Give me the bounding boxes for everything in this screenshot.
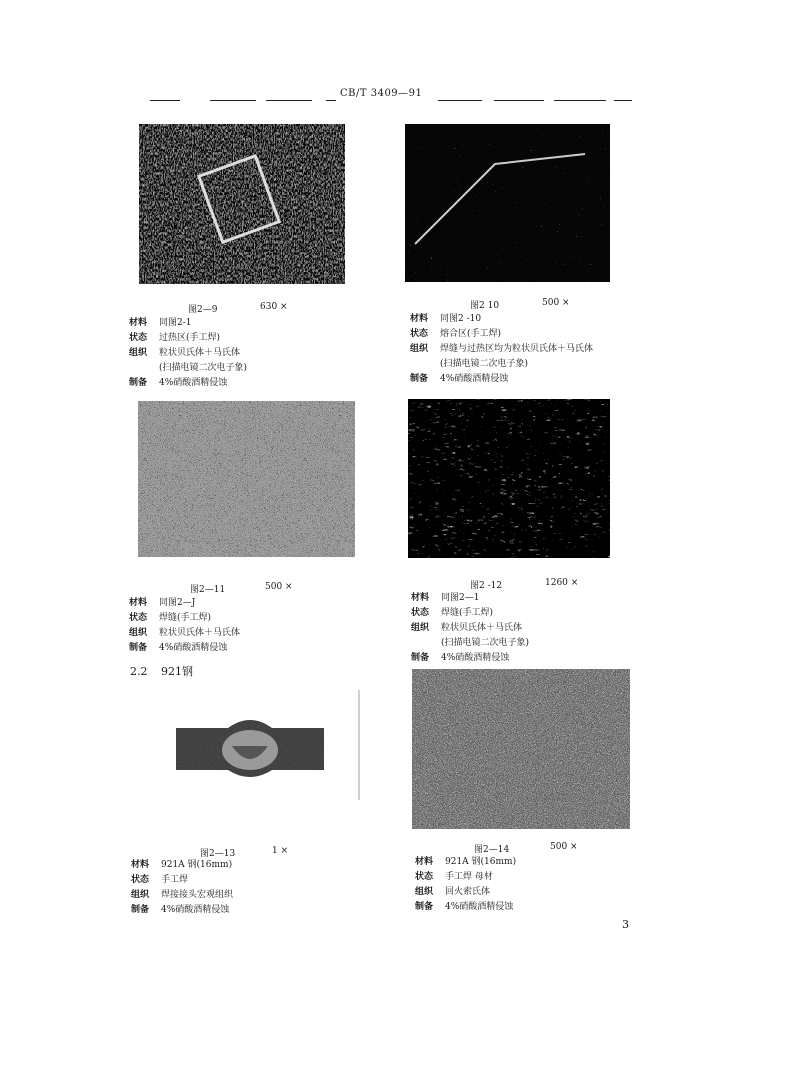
detail-key: 材料 bbox=[410, 314, 429, 324]
micrograph-fig-2-11 bbox=[138, 401, 355, 557]
detail-row bbox=[129, 641, 240, 656]
detail-value: 4%硝酸酒精侵蚀 bbox=[445, 902, 514, 912]
detail-key: 制备 bbox=[415, 902, 434, 912]
detail-key: 组织 bbox=[129, 348, 148, 358]
detail-key: 材料 bbox=[129, 318, 148, 328]
micrograph-fig-2-10 bbox=[405, 124, 610, 282]
detail-value: (扫描电镜二次电子象) bbox=[441, 638, 530, 648]
detail-key: 组织 bbox=[129, 628, 148, 638]
macrograph-fig-2-13 bbox=[170, 712, 330, 782]
detail-key: 状态 bbox=[129, 613, 148, 623]
detail-row bbox=[129, 611, 240, 626]
magnification: 1 × bbox=[272, 846, 289, 856]
detail-key: 状态 bbox=[415, 872, 434, 882]
detail-value: 熔合区(手工焊) bbox=[440, 329, 502, 339]
detail-row bbox=[411, 621, 529, 636]
detail-value: 手工焊 bbox=[161, 875, 189, 885]
detail-row bbox=[415, 885, 516, 900]
magnification: 500 × bbox=[550, 842, 578, 852]
standard-code: CB/T 3409—91 bbox=[340, 88, 423, 99]
figure-caption: 图2—14 bbox=[474, 845, 510, 855]
micrograph-image bbox=[405, 124, 610, 282]
magnification: 630 × bbox=[260, 302, 288, 312]
figure-details bbox=[129, 316, 247, 391]
detail-value: 同图2-1 bbox=[159, 318, 192, 328]
detail-row bbox=[415, 900, 516, 915]
detail-row bbox=[415, 870, 516, 885]
figure-details bbox=[411, 591, 529, 666]
magnification: 500 × bbox=[265, 582, 293, 592]
figure-details bbox=[415, 855, 516, 915]
figure-caption: 图2—11 bbox=[190, 585, 226, 595]
detail-key bbox=[129, 361, 159, 376]
figure-caption: 图2 -12 bbox=[470, 581, 503, 591]
detail-row bbox=[131, 903, 233, 918]
detail-row bbox=[129, 376, 247, 391]
detail-value: 同图2 -10 bbox=[440, 314, 482, 324]
figure-details bbox=[129, 596, 240, 656]
detail-value: 921A 钢(16mm) bbox=[445, 857, 517, 867]
detail-key: 制备 bbox=[129, 378, 148, 388]
weld-joint-image bbox=[170, 712, 330, 782]
micrograph-image bbox=[408, 399, 610, 558]
detail-row bbox=[410, 357, 593, 372]
micrograph-fig-2-12 bbox=[408, 399, 610, 558]
micrograph-fig-2-14 bbox=[412, 669, 630, 829]
detail-row bbox=[129, 346, 247, 361]
detail-row bbox=[131, 888, 233, 903]
detail-row bbox=[415, 855, 516, 870]
detail-value: 粒状贝氏体＋马氏体 bbox=[441, 623, 523, 633]
micrograph-image bbox=[412, 669, 630, 829]
detail-key: 制备 bbox=[411, 653, 430, 663]
detail-value: 粒状贝氏体＋马氏体 bbox=[159, 628, 241, 638]
detail-row bbox=[410, 372, 593, 387]
detail-row bbox=[129, 331, 247, 346]
detail-value: 过热区(手工焊) bbox=[159, 333, 221, 343]
detail-value: 焊接接头宏观组织 bbox=[161, 890, 234, 900]
detail-value: 手工焊 母材 bbox=[445, 872, 493, 882]
detail-value: 4%硝酸酒精侵蚀 bbox=[161, 905, 230, 915]
detail-key: 状态 bbox=[410, 329, 429, 339]
micrograph-fig-2-9 bbox=[139, 124, 345, 284]
detail-row bbox=[411, 651, 529, 666]
detail-value: 4%硝酸酒精侵蚀 bbox=[159, 378, 228, 388]
detail-value: 焊缝与过热区均为粒状贝氏体＋马氏体 bbox=[440, 344, 594, 354]
page-header bbox=[150, 86, 632, 106]
detail-value: 921A 钢(16mm) bbox=[161, 860, 233, 870]
detail-key: 材料 bbox=[129, 598, 148, 608]
detail-value: 焊缝(手工焊) bbox=[441, 608, 494, 618]
detail-row bbox=[410, 327, 593, 342]
detail-row bbox=[129, 361, 247, 376]
detail-key: 材料 bbox=[411, 593, 430, 603]
detail-value: 回火索氏体 bbox=[445, 887, 491, 897]
detail-value: 同图2—J bbox=[159, 598, 196, 608]
detail-key: 组织 bbox=[415, 887, 434, 897]
figure-details bbox=[410, 312, 593, 387]
detail-key: 状态 bbox=[411, 608, 430, 618]
detail-key bbox=[411, 636, 441, 651]
detail-row bbox=[411, 606, 529, 621]
magnification: 1260 × bbox=[545, 578, 579, 588]
magnification: 500 × bbox=[542, 298, 570, 308]
detail-row bbox=[410, 342, 593, 357]
detail-value: 焊缝(手工焊) bbox=[159, 613, 212, 623]
figure-caption: 图2 10 bbox=[470, 301, 500, 311]
detail-value: (扫描电镜二次电子象) bbox=[159, 363, 248, 373]
detail-value: (扫描电镜二次电子象) bbox=[440, 359, 529, 369]
section-title: 921钢 bbox=[161, 665, 193, 678]
detail-key: 材料 bbox=[131, 860, 150, 870]
micrograph-image bbox=[138, 401, 355, 557]
detail-row bbox=[411, 591, 529, 606]
detail-row bbox=[410, 312, 593, 327]
detail-row bbox=[129, 596, 240, 611]
detail-key bbox=[410, 357, 440, 372]
figure-caption: 图2—9 bbox=[188, 305, 218, 315]
detail-row bbox=[131, 873, 233, 888]
detail-value: 粒状贝氏体＋马氏体 bbox=[159, 348, 241, 358]
section-number: 2.2 bbox=[130, 665, 148, 678]
detail-value: 同图2—1 bbox=[441, 593, 480, 603]
micrograph-image bbox=[139, 124, 345, 284]
detail-key: 制备 bbox=[410, 374, 429, 384]
detail-row bbox=[129, 626, 240, 641]
detail-key: 组织 bbox=[131, 890, 150, 900]
section-heading bbox=[130, 663, 193, 679]
detail-key: 材料 bbox=[415, 857, 434, 867]
detail-row bbox=[131, 858, 233, 873]
detail-value: 4%硝酸酒精侵蚀 bbox=[159, 643, 228, 653]
figure-details bbox=[131, 858, 233, 918]
detail-key: 状态 bbox=[129, 333, 148, 343]
page-number: 3 bbox=[622, 918, 629, 931]
detail-key: 组织 bbox=[410, 344, 429, 354]
detail-key: 组织 bbox=[411, 623, 430, 633]
detail-value: 4%硝酸酒精侵蚀 bbox=[441, 653, 510, 663]
figure-caption: 图2—13 bbox=[200, 849, 236, 859]
detail-key: 状态 bbox=[131, 875, 150, 885]
detail-key: 制备 bbox=[129, 643, 148, 653]
detail-row bbox=[129, 316, 247, 331]
detail-value: 4%硝酸酒精侵蚀 bbox=[440, 374, 509, 384]
detail-row bbox=[411, 636, 529, 651]
detail-key: 制备 bbox=[131, 905, 150, 915]
